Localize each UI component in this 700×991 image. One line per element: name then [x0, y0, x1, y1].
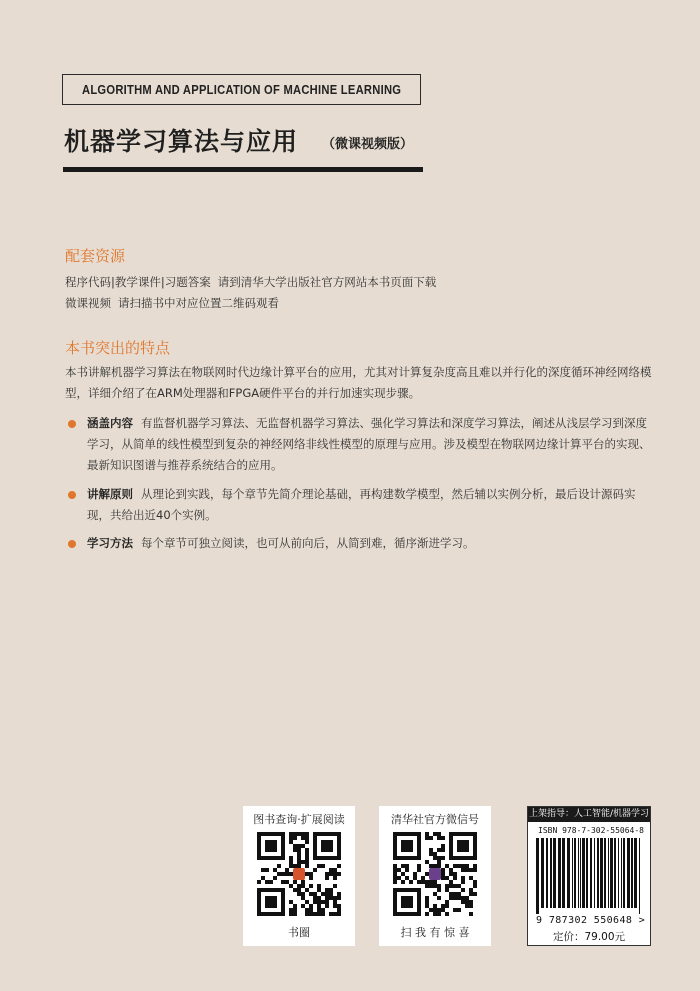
feature-bullet: [65, 533, 655, 554]
feature-label: 涵盖内容: [87, 416, 133, 430]
resources-heading: 配套资源: [65, 247, 126, 265]
qr-card-wechat: [379, 806, 491, 946]
qr-top-caption: 清华社官方微信号: [391, 813, 479, 826]
book-subtitle: （微课视频版）: [322, 137, 414, 152]
features-heading: 本书突出的特点: [65, 339, 171, 357]
qr-top-caption: 图书查询·扩展阅读: [253, 813, 345, 826]
feature-text: 有监督机器学习算法、无监督机器学习算法、强化学习算法和深度学习算法，阐述从浅层学习到深度学习，从简单的线性模型到复杂的神经网络非线性模型的原理与应用。涉及模型在物联网边缘计算平台的实现、最新知识图谱与推荐系统结合的应用。: [87, 416, 651, 472]
barcode-icon: [536, 838, 642, 914]
resources-line-2: [65, 295, 279, 311]
shelf-guide: 上架指导：人工智能/机器学习: [528, 807, 650, 822]
resources-items: 程序代码|教学课件|习题答案: [65, 275, 211, 289]
english-title: ALGORITHM AND APPLICATION OF MACHINE LEARNING: [81, 82, 402, 97]
qr-code-icon: [257, 832, 341, 916]
qr-bottom-caption: 扫 我 有 惊 喜: [400, 926, 470, 939]
qr-card-book-search: [243, 806, 355, 946]
feature-bullet: [65, 484, 655, 526]
resources-video-note: 请扫描书中对应位置二维码观看: [118, 296, 279, 310]
barcode-digits: 9 787302 550648 >: [536, 915, 646, 926]
feature-text: 每个章节可独立阅读，也可从前向后，从简到难，循序渐进学习。: [141, 536, 475, 550]
feature-label: 讲解原则: [87, 487, 133, 501]
book-title: 机器学习算法与应用: [64, 127, 299, 156]
english-title-box: [62, 74, 421, 105]
feature-text: 从理论到实践，每个章节先简介理论基础，再构建数学模型，然后辅以实例分析，最后设计源码实现，共给出近40个实例。: [87, 487, 636, 522]
resources-note: 请到清华大学出版社官方网站本书页面下载: [217, 275, 437, 289]
title-rule: [63, 167, 423, 172]
feature-label: 学习方法: [87, 536, 133, 550]
qr-code-icon: [393, 832, 477, 916]
isbn-text: ISBN 978-7-302-55064-8: [538, 826, 644, 835]
resources-line-1: [65, 274, 436, 290]
qr-bottom-caption: 书圈: [288, 926, 310, 939]
price: 定价：79.00元: [552, 931, 626, 943]
bullet-dot-icon: [68, 420, 76, 428]
bullet-dot-icon: [68, 540, 76, 548]
isbn-barcode-box: [527, 806, 651, 946]
resources-video: 微课视频: [65, 296, 111, 310]
bullet-dot-icon: [68, 491, 76, 499]
feature-bullet: [65, 413, 655, 476]
features-intro: 本书讲解机器学习算法在物联网时代边缘计算平台的应用，尤其对计算复杂度高且难以并行化的深度循环神经网络模型，详细介绍了在ARM处理器和FPGA硬件平台的并行加速实现步骤。: [65, 365, 652, 400]
